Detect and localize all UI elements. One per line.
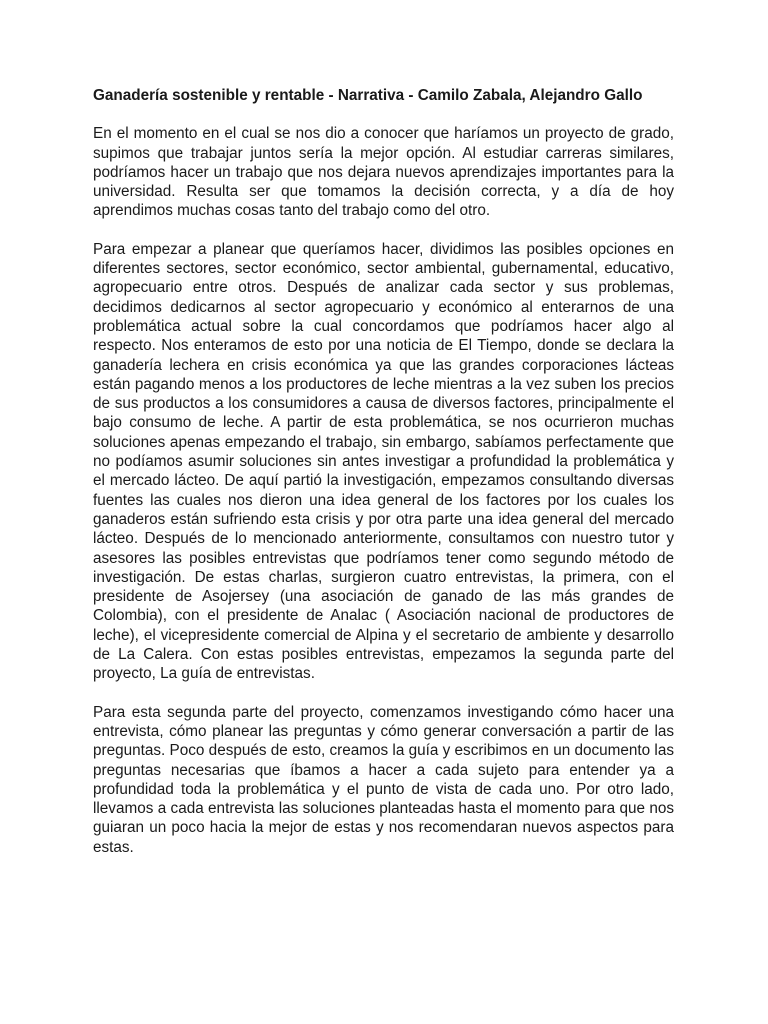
document-title: Ganadería sostenible y rentable - Narrativa - Camilo Zabala, Alejandro Gallo (93, 87, 643, 104)
paragraph-1: En el momento en el cual se nos dio a conocer que haríamos un proyecto de grado, supimos que trabajar juntos sería la mejor opción. Al estudiar carreras similares, podríamos hacer un trabajo que nos dejara nuevos aprendizajes importantes para la universidad. Resulta ser que tomamos la decisión correcta, y a día de hoy aprendimos muchas cosas tanto del trabajo como del otro. (93, 125, 674, 220)
document-page (93, 86, 674, 876)
paragraph-3: Para esta segunda parte del proyecto, comenzamos investigando cómo hacer una entrevista, cómo planear las preguntas y cómo generar conversación a partir de las preguntas. Poco después de esto, creamos la guía y escribimos en un documento las preguntas necesarias que íbamos a hacer a cada sujeto para entender ya a profundidad toda la problemática y el punto de vista de cada uno. Por otro lado, llevamos a cada entrevista las soluciones planteadas hasta el momento para que nos guiaran un poco hacia la mejor de estas y nos recomendaran nuevos aspectos para estas. (93, 703, 674, 856)
paragraph-2: Para empezar a planear que queríamos hacer, dividimos las posibles opciones en diferentes sectores, sector económico, sector ambiental, gubernamental, educativo, agropecuario entre otros. Después de analizar cada sector y sus problemas, decidimos dedicarnos al sector agropecuario y económico al enterarnos de una problemática actual sobre la cual concordamos que podríamos hacer algo al respecto. Nos enteramos de esto por una noticia de El Tiempo, donde se declara la ganadería lechera en crisis económica ya que las grandes corporaciones lácteas están pagando menos a los productores de leche mientras a la vez suben los precios de sus productos a los consumidores a causa de diversos factores, principalmente el bajo consumo de leche. A partir de esta problemática, se nos ocurrieron muchas soluciones apenas empezando el trabajo, sin embargo, sabíamos perfectamente que no podíamos asumir soluciones sin antes investigar a profundidad la problemática y el mercado lácteo. De aquí partió la investigación, empezamos consultando diversas fuentes las cuales nos dieron una idea general de los factores por los cuales los ganaderos están sufriendo esta crisis y por otra parte una idea general del mercado lácteo. Después de lo mencionado anteriormente, consultamos con nuestro tutor y asesores las posibles entrevistas que podríamos tener como segundo método de investigación. De estas charlas, surgieron cuatro entrevistas, la primera, con el presidente de Asojersey (una asociación de ganado de las más grandes de Colombia), con el presidente de Analac ( Asociación nacional de productores de leche), el vicepresidente comercial de Alpina y el secretario de ambiente y desarrollo de La Calera. Con estas posibles entrevistas, empezamos la segunda parte del proyecto, La guía de entrevistas. (93, 240, 674, 683)
